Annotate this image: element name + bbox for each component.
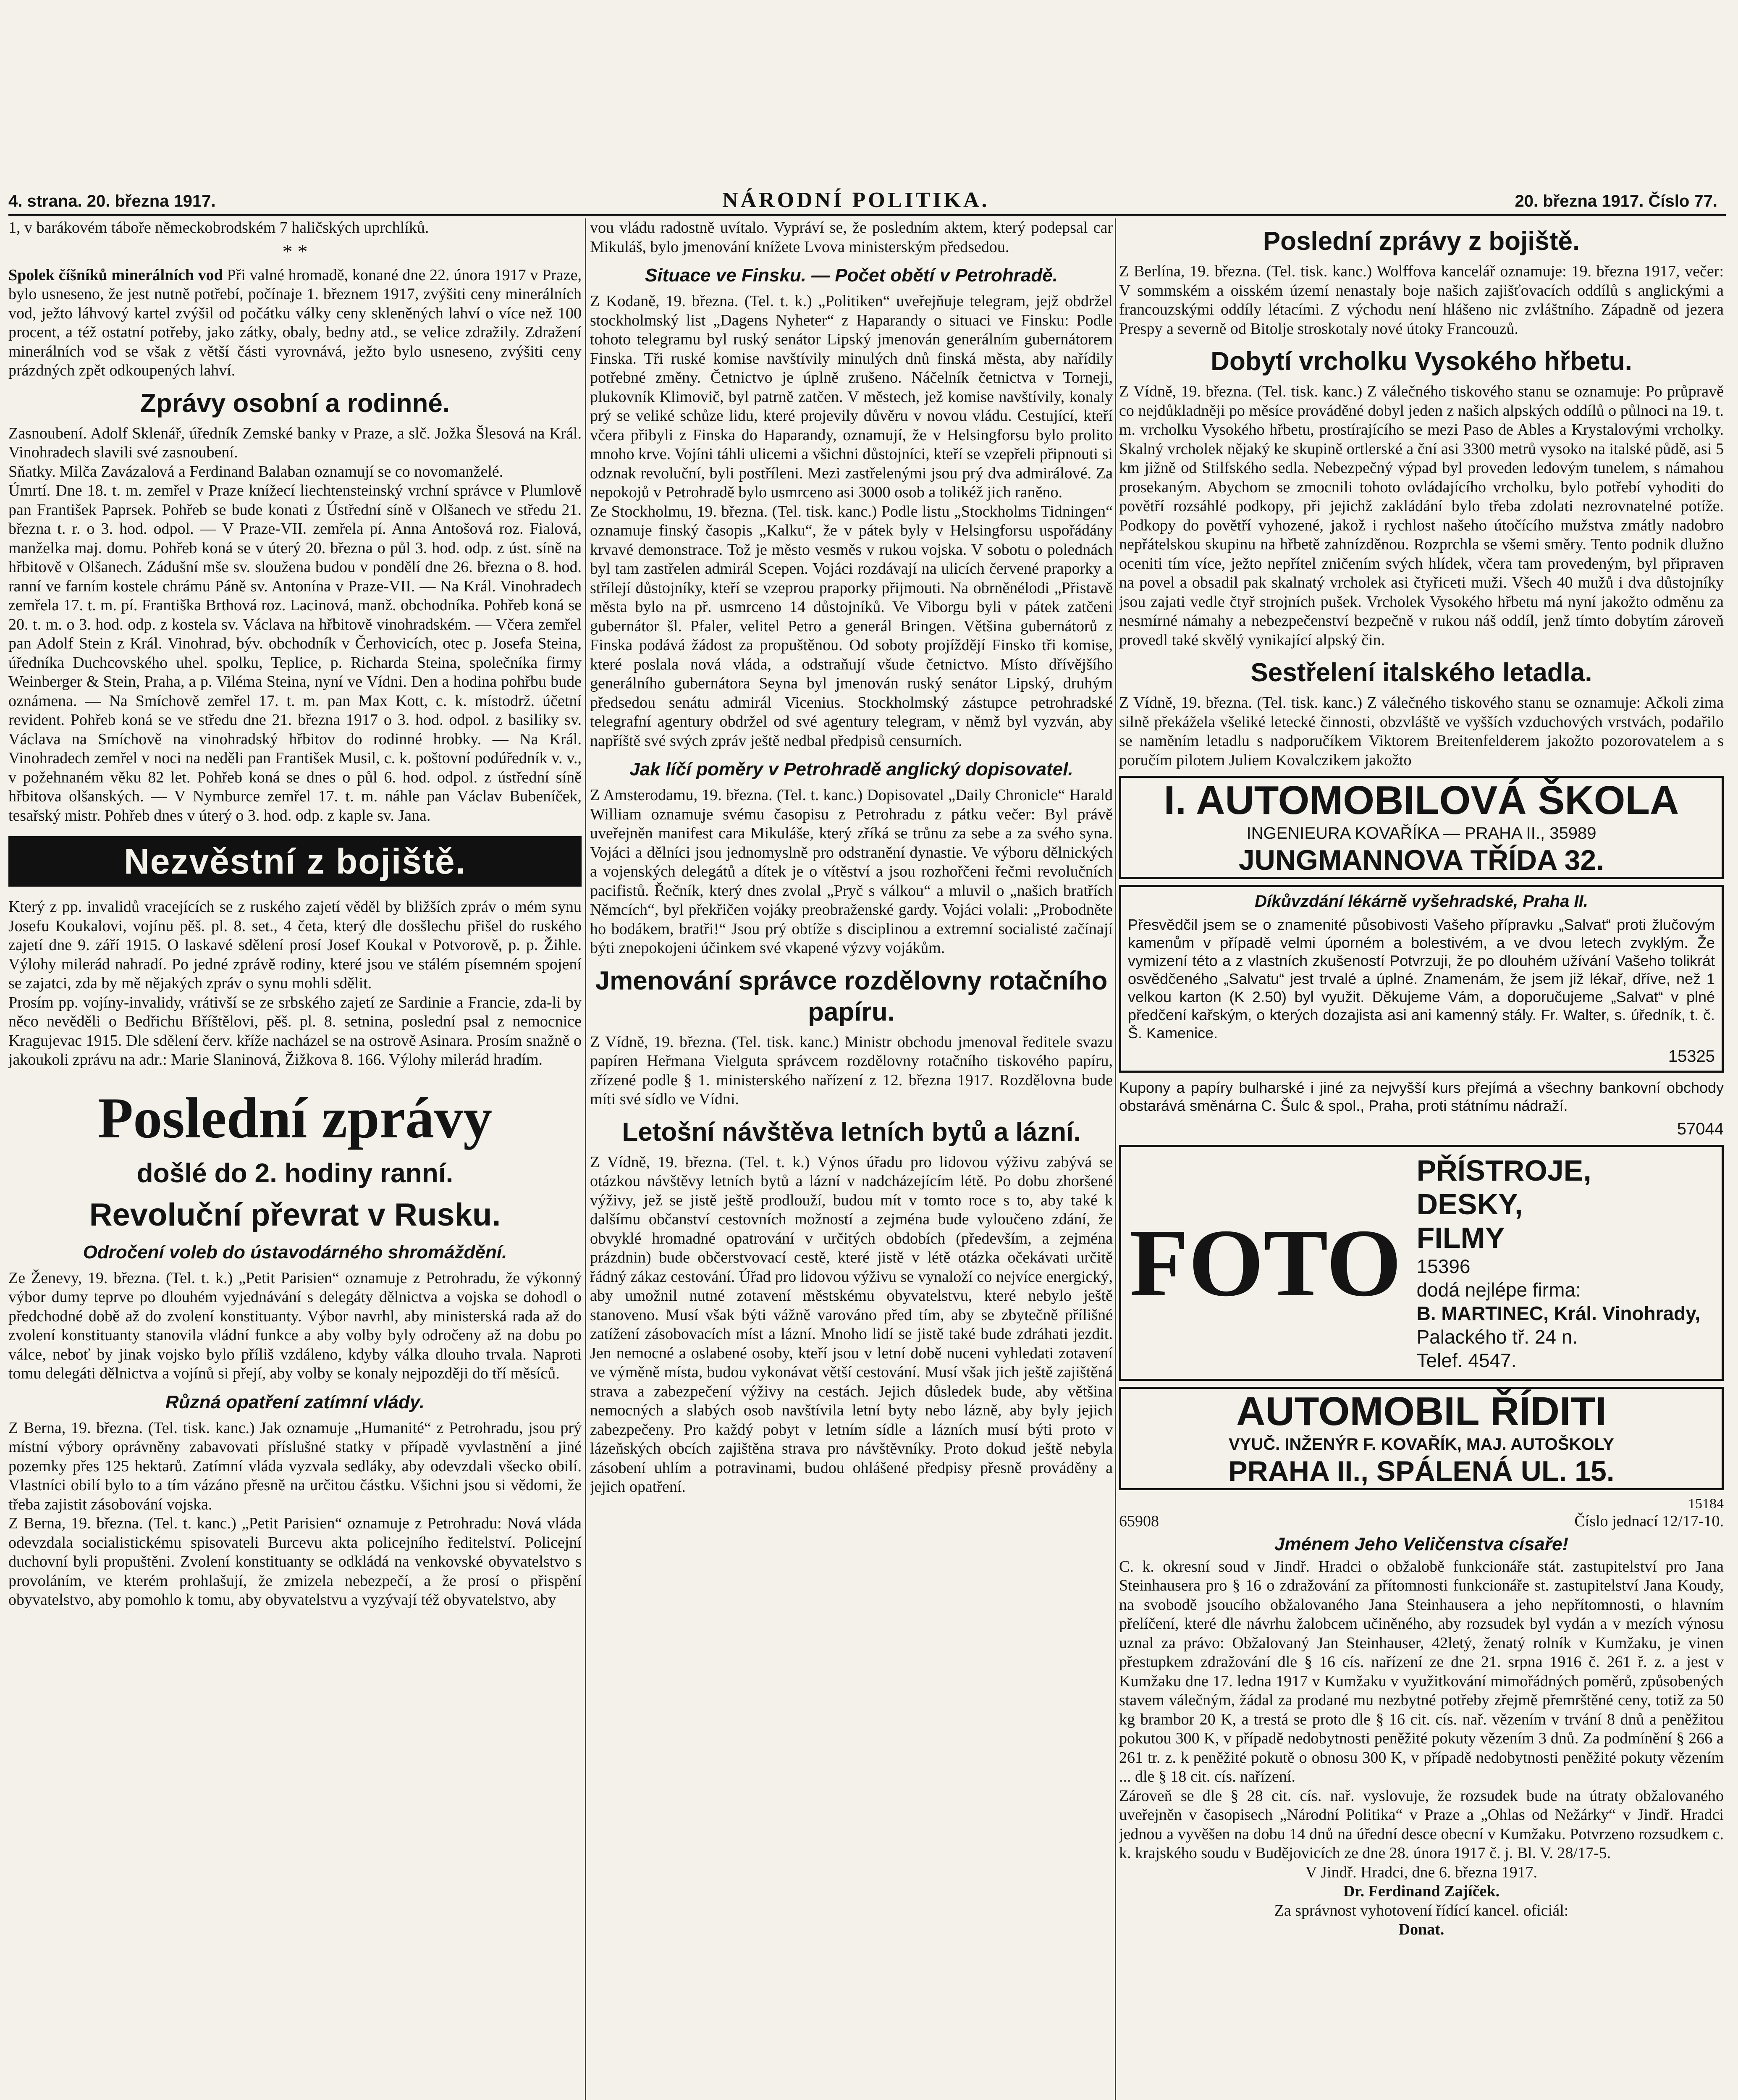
article-heading: Jmenování správce rozdělovny rotačního papíru.	[595, 966, 1108, 1026]
column-3	[1119, 218, 1724, 2100]
separator: * *	[282, 240, 308, 263]
article-text: Ze Ženevy, 19. března. (Tel. t. k.) „Petit Parisien“ oznamuje z Petrohradu, že výkonný výbor dumy teprve po dlouhém vyjednávání s delegáty dělnictva a vojska se dohodl o předchodné době až do zvolení konstituanty. Výbor navrhl, aby ministerská rada až do zvolení konstituanty stanovila vládní funkce a aby volby byly odročeny až na dobu po válce, neboť by jinak vojsko bylo příliš vzdáleno, kdyby válka dlouho trvala. Naproti tomu delegáti dělnictva a vojínů si přejí, aby volby se konaly nejpozději do tří měsíců.	[8, 1269, 582, 1382]
article-body: Při valné hromadě, konané dne 22. února 1917 v Praze, bylo usneseno, že jest nutně potřebí, počínaje 1. březnem 1917, zvýšiti ceny minerálních vod, ježto láhvový kartel zvýšil od počátku války ceny skleněných lahví o více než 100 procent, a též ostatní potřeby, jako zátky, obaly, bedny atd., se velice zdražily. Zdražení minerálních vod se však z větší části vyrovnává, ježto bylo usneseno, zvýšiti ceny prázdných zpět odkoupených lahví.	[8, 266, 582, 379]
ad-address: JUNGMANNOVA TŘÍDA 32.	[1238, 844, 1604, 876]
article-text: Z Vídně, 19. března. (Tel. tisk. kanc.) Ministr obchodu jmenoval ředitele svazu papíren Heřmana Vielguta správcem rozdělovny rotačního tiskového papíru, zřízené podle § 1. ministerského nařízení z 12. března 1917. Rozdělovna bude míti své sídlo ve Vídni.	[590, 1033, 1113, 1108]
column-1	[8, 218, 582, 2100]
notice-date: V Jindř. Hradci, dne 6. března 1917.	[1305, 1863, 1538, 1881]
page-header	[8, 185, 1726, 216]
article-heading: Dobytí vrcholku Vysokého hřbetu.	[1211, 347, 1632, 376]
notice-heading: Jménem Jeho Veličenstva císaře!	[1274, 1533, 1569, 1554]
court-notice-header	[1119, 1512, 1724, 1531]
notice-number: 65908	[1119, 1512, 1159, 1530]
article-heading: Revoluční převrat v Rusku.	[89, 1197, 501, 1233]
article-lead: Spolek číšníků minerálních vod	[8, 266, 227, 284]
ad-number: 35989	[1549, 824, 1596, 843]
ad-text: Kupony a papíry bulharské i jiné za nejvyšší kurs přejímá a všechny bankovní obchody obstarává směnárna C. Šulc & spol., Praha, proti státnímu nádraží.	[1119, 1079, 1724, 1114]
ad-address: PRAHA II., SPÁLENÁ UL. 15.	[1228, 1455, 1615, 1487]
ad-line: DESKY,	[1416, 1188, 1523, 1221]
article-text: Z Vídně, 19. března. (Tel. t. k.) Výnos úřadu pro lidovou výživu zabývá se otázkou návštěvy letních bytů a lázní v nadcházejícím létě. Po dobu zhoršené výživy, jež se jistě ještě prodlouží, budou mít v tomto roce s to, aby také k dalšímu občanství cestovních možností a zejména bude vyloučeno zdání, že obvyklé hromadné opatrování v určitých obdobích (především, a zejména prázdnin) bude občerstvovací cestě, které jistě v létě otázka očekávati určitě řádný zákaz cestování. Úřad pro lidovou výživu se vynaloží co nejvíce energický, aby umožnil nutné zotavení městskému obyvatelstvu, které nebylo ještě stanoveno. Musí však býti vážně varováno před tím, aby se zbytečně přílišné zatížení zásobovacích míst a lázní. Mnoho lidí se jistě také bude zdráhati jezdit. Jen nemocné a oslabené osoby, kteří jsou v letní době nuceni vyhledati zotavení ve výměně místa, budou vykonávat větší cestování. Musí však jich ještě zajištěná strava a zabezpečení výživy na cestách. Jejich důsledek bude, aby většina nemocných a slabých osob navštívila letní byty nebo lázně, aby byly jejich zabezpečeny. Pro každý pobyt v letním sídle a lázních musí býti proto v lázeňských obcích zajištěna strava pro návštěvníky. Proto dokud ještě nebyla zásobení uhlím a potravinami, budou ohlášené předpisy přesně prováděny a jejich opatření.	[590, 1153, 1113, 1496]
section-heading: Zprávy osobní a rodinné.	[140, 388, 450, 418]
article-text: Prosím pp. vojíny-invalidy, vrátivší se ze srbského zajetí ze Sardinie a Francie, zda-li by něco nevěděli o Bedřichu Bříštělovi, pěš. pl. 8. setnina, poslední psal z nemocnice Kragujevac 1915. Dle sdělení červ. kříže nacházel se na ostrově Asinara. Prosím snažně o jakoukoli zprávu na adr.: Marie Slaninová, Žižkova 8. 166. Výlohy milerád hradím.	[8, 993, 582, 1068]
column-2	[590, 218, 1113, 2100]
ad-title: I. AUTOMOBILOVÁ ŠKOLA	[1164, 778, 1679, 823]
advertisement-driving	[1119, 1387, 1724, 1490]
ad-number: 15396	[1416, 1255, 1471, 1277]
article-text: Z Berna, 19. března. (Tel. t. kanc.) „Petit Parisien“ oznamuje z Petrohradu: Nová vláda odevzdala socialistickému spisovateli Burcevu akta policejního ředitelství. Policejní duchovní byli propuštěni. Zvolení konstituanty se odkládá na venkovské obyvatelstvo s provoláním, ve kterém prohlašují, že zmizela nebezpečí, a že prosí o přispění obyvatelstvo, aby pomohlo k tomu, aby obyvatelstvu a vyzývají též obyvatelstvo, aby	[8, 1515, 582, 1609]
ad-number: 57044	[1677, 1120, 1724, 1138]
notice-footer: Za správnost vyhotovení řídící kancel. oficiál:	[1274, 1901, 1569, 1919]
ad-number: 15184	[1688, 1496, 1724, 1512]
column-divider	[1115, 218, 1116, 2100]
article-text: Který z pp. invalidů vracejících se z ruského zajetí věděl by bližších zpráv o mém synu Josefu Koukalovi, vojínu pěš. pl. 8. set., 4 četa, který dle dosšlechu přišel do ruského zajetí dne 9. září 1915. O laskavé sdělení prosí Josef Koukal v Potvorově, p. p. Žihle. Výlohy milerád nahradí. Po jedné zprávě rodiny, které jsou ve stálém písemném spojení se zajatci, zda by mě nějakých zpráv o synu mohli sdělit.	[8, 898, 582, 992]
article-subheading: Situace ve Finsku. — Počet obětí v Petrohradě.	[645, 265, 1058, 286]
ad-line: Palackého tř. 24 n.	[1416, 1326, 1578, 1348]
article-heading: Letošní návštěva letních bytů a lázní.	[622, 1117, 1081, 1147]
ad-title: AUTOMOBIL ŘÍDITI	[1236, 1389, 1607, 1434]
ad-text: Přesvědčil jsem se o znamenité působivosti Vašeho přípravku „Salvat“ proti žlučovým kamenům v případě velmi úporném a bolestivém, a ve dvou letech zvyklým. Že vymizení této a z vlastních zkušeností Potvrzuji, že po dlouhém užívání Vašeho tolikrát osvědčeného „Salvatu“ jest trvalé a úplné. Znamenám, že jsem již lékař, dříve, než 1 velkou karton (K 2.50) byl využit. Děkujeme Vám, a doporučujeme „Salvat“ v plné předčení kařským, o kterých dozajista asi ani kamenný stály. Fr. Walter, s. úředník, t. č. Š. Kamenice.	[1128, 916, 1715, 1042]
ad-line: PŘÍSTROJE,	[1416, 1154, 1591, 1187]
article-text: Úmrtí. Dne 18. t. m. zemřel v Praze knížecí liechtensteinský vrchní správce v Plumlově pan František Paprsek. Pohřeb se bude konati z Ústřední síně v Olšanech ve středu 21. března t. r. o 3. hod. odpol. — V Praze-VII. zemřela pí. Anna Antošová roz. Fialová, manželka maj. domu. Pohřeb koná se v úterý 20. března o půl 3. hod. odp. z úst. síně na hřbitově v Olšanech. Zádušní mše sv. sloužena budou v pondělí dne 26. března o 8. hod. ranní ve farním kostele chrámu Páně sv. Antonína v Praze-VII. — Na Král. Vinohradech zemřela 17. t. m. pí. Františka Brthová roz. Lacinová, manž. obchodníka. Pohřeb koná se 20. t. m. o 3. hod. odp. z kostela sv. Václava na hřbitově vinohradském. — Včera zemřel pan Adolf Stein z Král. Vinohrad, býv. obchodník v Čerhovicích, otec p. Josefa Steina, úředníka Duchcovského uhel. spolku, Teplice, p. Richarda Steina, společníka firmy Weinberger & Stein, Praha, a p. Viléma Steina, nyní ve Vídni. Den a hodina pohřbu bude oznámena. — Na Smíchově zemřel 17. t. m. pan Max Kott, c. k. místodrž. účetní revident. Pohřeb koná se ve středu dne 21. března 1917 o 3. hod. odpol. z basiliky sv. Václava na Smíchově na vinohradský hřbitov do rodinné hrobky. — Na Král. Vinohradech zemřel v noci na neděli pan František Musil, c. k. poštovní podúředník v. v., v požehnaném věku 82 let. Pohřeb koná se dnes o půl 6. hod. odpol. z ústřední síně hřbitova olšanských. — V Nymburce zemřel 17. t. m. náhle pan Václav Bubeníček, tesařský mistr. Pohřeb dnes v úterý o 3. hod. odp. z kaple sv. Jana.	[8, 482, 582, 824]
article-text: Z Kodaně, 19. března. (Tel. t. k.) „Politiken“ uveřejňuje telegram, jejž obdržel stockholmský list „Dagens Nyheter“ z Haparandy o situaci ve Finsku: Podle tohoto telegramu byl ruský senátor Lipský jmenován generálním gubernátorem Finska. Tři ruské komise navštívily minulých dnů finská města, aby nařídily potřebné změny. Četnictvo je úplně zrušeno. Náčelník četnictva v Torneji, plukovník Klimovič, byl patrně zatčen. V městech, jež komise navštívily, konaly prý se veliké schůze lidu, které projevily důvěru v novou vládu. Cestující, kteří včera přibyli z Finska do Haparandy, oznamují, že v Helsingforsu bylo prolito mnoho krve. Vojíni táhli ulicemi a všichni důstojníci, kteří se vzepřeli připnouti si odznak revoluční, byli postříleni. Mezi zastřelenými jsou prý dva admirálové. Za nepokojů v Petrohradě bylo usmrceno asi 3000 osob a tolikéž jich raněno.	[590, 292, 1113, 501]
article-subheading: Odročení voleb do ústavodárného shromáždění.	[83, 1242, 507, 1263]
advertisement-driving-school	[1119, 776, 1724, 879]
article-heading: Sestřelení italského letadla.	[1250, 658, 1592, 687]
ad-text	[1121, 823, 1722, 843]
ad-line: dodá nejlépe firma:	[1416, 1279, 1581, 1301]
notice-signature: Donat.	[1398, 1921, 1444, 1938]
article-subheading: Různá opatření zatímní vlády.	[165, 1391, 425, 1412]
section-heading: Poslední zprávy z bojiště.	[1263, 227, 1580, 256]
article-text: Z Vídně, 19. března. (Tel. tisk. kanc.) Z válečného tiskového stanu se oznamuje: Po průpravě co nejdůkladněji po měsíce prováděné dobyl jeden z našich alpských oddílů o půlnoci na 19. t. m. vrcholku Vysokého hřbetu, prostírajícího se mezi Paso de Ables a Krystalovými vrcholky. Skalný vrcholek nějaký ke skupině ortlerské a ční asi 3300 metrů vysoko na italské půdě, asi 5 km jižně od Stilfského sedla. Nebezpečný výpad byl proveden ledovým tunelem, s námahou prosekaným. Abychom se zmocnili tohoto ovládajícího vrcholku, bylo potřebí vyhoditi do povětří rozsáhlé podkopy, při jejichž zakládání bylo třeba zdolati nezrovnatelné potíže. Podkopy do povětří vyhozené, jakož i rychlost našeho útočícího mužstva zmátly nadobro nepřátelskou skupinu na hřbetě zahnízděnou. Rozprchla se všemi směry. Tento podnik dlužno oceniti tím více, ježto nepřítel zničením svých hlídek, včera tam provedeným, byl připraven na povel a obsadil pak skalnatý vrcholek asi čtyřiceti muži. Všech 40 mužů i dva důstojníky jsou zajati vedle čtyř strojních pušek. Vrcholek Vysokého hřbetu má nyní jakožto odměnu za nesmírné námahy a nebezpečenství bezpečně v rukou náš oddíl, jenž tímto dobytím zároveň provedl také skvělý vynikající alpský čin.	[1119, 383, 1724, 649]
article-text: Zasnoubení. Adolf Sklenář, úředník Zemské banky v Praze, a slč. Jožka Šlesová na Král. Vinohradech slavili své zasnoubení.	[8, 424, 582, 461]
ad-foto-details	[1417, 1154, 1701, 1372]
article-text: Z Amsterodamu, 19. března. (Tel. t. kanc.) Dopisovatel „Daily Chronicle“ Harald William oznamuje svému časopisu z Petrohradu z pátku večer: Byl právě uveřejněn manifest cara Mikuláše, který zříká se trůnu za sebe a za svého syna. Vojáci a dělníci jsou jednomyslně pro odstranění dynastie. Ve výboru dělnických a vojenských delegátů a dítek je o vítěství a jsou rozhořčeni řečmi revolučních pacifistů. Řečník, který dnes zvolal „Pryč s válkou“ a mluvil o „našich bratřích Němcích“, byl překřičen vojáky preobraženské gardy. Vojáci volali: „Probodněte ho bodákem, bratři!“ Jsou prý obtíže s disciplinou a extremní socialisté začínají býti znepokojeni účinkem své vkapené výzvy vojákům.	[590, 786, 1113, 957]
article-text: Z Vídně, 19. března. (Tel. tisk. kanc.) Z válečného tiskového stanu se oznamuje: Ačkoli zima silně překážela všeliké letecké činnosti, obzvláště ve vyšších vzduchových vrstvách, podařilo se naměním letadlu s nadporučíkem Viktorem Breitenfelderem jakožto pozorovatelem a s poručím pilotem Juliem Kovalczikem jakožto	[1119, 694, 1724, 769]
notice-reference: Číslo jednací 12/17-10.	[1574, 1512, 1724, 1530]
ad-subtitle: VYUČ. INŽENÝR F. KOVAŘÍK, MAJ. AUTOŠKOLY	[1229, 1435, 1614, 1454]
ad-number: 15325	[1668, 1047, 1715, 1066]
section-heading: Poslední zprávy	[97, 1085, 493, 1150]
column-divider	[585, 218, 586, 2100]
advertisement-foto	[1119, 1145, 1724, 1381]
header-issue-number: 20. března 1917. Číslo 77.	[1515, 192, 1717, 210]
ad-foto-word: FOTO	[1130, 1209, 1402, 1316]
advertisement-salvat	[1119, 885, 1724, 1073]
advertisement-exchange	[1119, 1079, 1724, 1139]
section-heading: Nezvěstní z bojiště.	[8, 836, 582, 887]
header-page-date: 4. strana. 20. března 1917.	[8, 192, 216, 210]
article-text: Sňatky. Milča Zavázalová a Ferdinand Balaban oznamují se co novomanželé.	[8, 462, 503, 480]
masthead-title: NÁRODNÍ POLITIKA.	[722, 188, 990, 212]
ad-line: Telef. 4547.	[1416, 1349, 1517, 1371]
article-text: 1, v barákovém táboře německobrodském 7 haličských uprchlíků.	[8, 219, 429, 236]
notice-text: Zároveň se dle § 28 cit. cís. nař. vyslovuje, že rozsudek bude na útraty obžalovaného uveřejněn v časopisech „Národní Politika“ v Praze a „Ohlas od Nežárky“ v Jindř. Hradci jednou a vyvěšen na dobu 14 dnů na úřední desce obecní v Kumžaku. Potvrzeno rozsudkem c. k. krajského soudu v Budějovicích ze dne 28. února 1917 č. j. Bl. V. 28/17-5.	[1119, 1787, 1724, 1862]
ad-subtitle: INGENIEURA KOVAŘÍKA — PRAHA II.,	[1246, 824, 1545, 843]
notice-text: C. k. okresní soud v Jindř. Hradci o obžalobě funkcionáře stát. zastupitelství pro Jana Steinhausera pro § 16 o zdražování za přítomnosti funkcionáře st. zastupitelství Jana Koudy, na svobodě jsoucího obžalovaného Jana Steinhausera a jeho nepřítomnosti, o hlavním přelíčení, které dle návrhu žalobcem učiněného, aby rozsudek byl vydán a v mezích výnosu uznal za právo: Obžalovaný Jan Steinhauser, 42letý, ženatý rolník v Kumžaku, je vinen přestupkem zdražování dle § 16 cís. nařízení ze dne 21. srpna 1916 č. 261 ř. z. a jest v Kumžaku dne 17. ledna 1917 v Kumžaku v využitkování mimořádných poměrů, způsobených stavem válečným, žádal za prodané mu nezbytné potřeby zřejmě přemrštěné ceny, totiž za 50 kg brambor 20 K, a trestá se proto dle § 16 cit. cís. nař. vězením v trvání 8 dnů a peněžitou pokutou 300 K, v případě nedobytnosti peněžité pokuty vězením 3 dnů. Za podmínění § 266 a 261 tr. z. k peněžité pokutě o obnosu 300 K, v případě nedobytnosti peněžité pokuty vězením ... dle § 18 cit. cís. nařízení.	[1119, 1557, 1724, 1785]
section-subheading: došlé do 2. hodiny ranní.	[136, 1158, 454, 1188]
article-text: Z Berna, 19. března. (Tel. tisk. kanc.) Jak oznamuje „Humanité“ z Petrohradu, jsou prý místní výbory oprávněny zabavovati příslušné statky v případě vyvlastnění a jiné pozemky přes 125 hektarů. Zatímní vláda vyzvala sedláky, aby odevzdali všecko obilí. Vlastníci obilí bylo to a tím vázáno přesně na určitou částku. Všichni jsou si vědomi, že třeba zajistit zásobování vojska.	[8, 1419, 582, 1513]
ad-line: B. MARTINEC, Král. Vinohrady,	[1416, 1302, 1701, 1324]
article-text: Ze Stockholmu, 19. března. (Tel. tisk. kanc.) Podle listu „Stockholms Tidningen“ oznamuje finský časopis „Kalku“, že v pátek byly v Helsingforsu uspořádány krvavé demonstrace. Tož je město vesměs v rukou vojska. V sobotu o polednách byl tam zastřelen admirál Scepen. Vojáci rozdávají na ulicích červené praporky a střílejí důstojníky, kteří se vzeprou praporky přijmouti. Na obrněnélodi „Přistavě města bylo na př. usmrceno 14 důstojníků. Ve Viborgu byli v pátek zatčeni gubernátor šl. Pfaler, velitel Petro a generál Bringen. Většina gubernátorů z Finska podává žádost za propuštěnou. Od soboty projíždějí Finsko tři komise, které poslala nová vláda, a odstraňují všude četnictvo. Místo dřívějšího generálního gubernátora Seyna byl jmenován ruský senátor Lipský, druhým předsedou senátu admirál Vicenius. Stockholmský zástupce petrohradské telegrafní agentury obdržel od své agentury telegram, v němž byl vyzván, aby napříště své svých zpráv ještě nedbal předpisů censurních.	[590, 502, 1113, 750]
ad-line: FILMY	[1416, 1221, 1505, 1254]
ad-title: Díkůvzdání lékárně vyšehradské, Praha II.	[1255, 892, 1588, 911]
article-text: Z Berlína, 19. března. (Tel. tisk. kanc.) Wolffova kancelář oznamuje: 19. března 1917, večer: V sommském a oisském území nenastaly boje našich zajišťovacích oddílů s anglickými a francouzskými oddíly létacími. Z východu není hlášeno nic zvláštního. Západně od jezera Prespy a severně od Bitolje stroskotaly nové útoky Francouzů.	[1119, 262, 1724, 338]
notice-signature: Dr. Ferdinand Zajíček.	[1343, 1882, 1500, 1900]
article-text	[8, 266, 582, 381]
article-subheading: Jak líčí poměry v Petrohradě anglický dopisovatel.	[629, 759, 1073, 780]
article-text: vou vládu radostně uvítalo. Vypráví se, že posledním aktem, který podepsal car Mikuláš, bylo jmenování knížete Lvova ministerským předsedou.	[590, 219, 1113, 256]
